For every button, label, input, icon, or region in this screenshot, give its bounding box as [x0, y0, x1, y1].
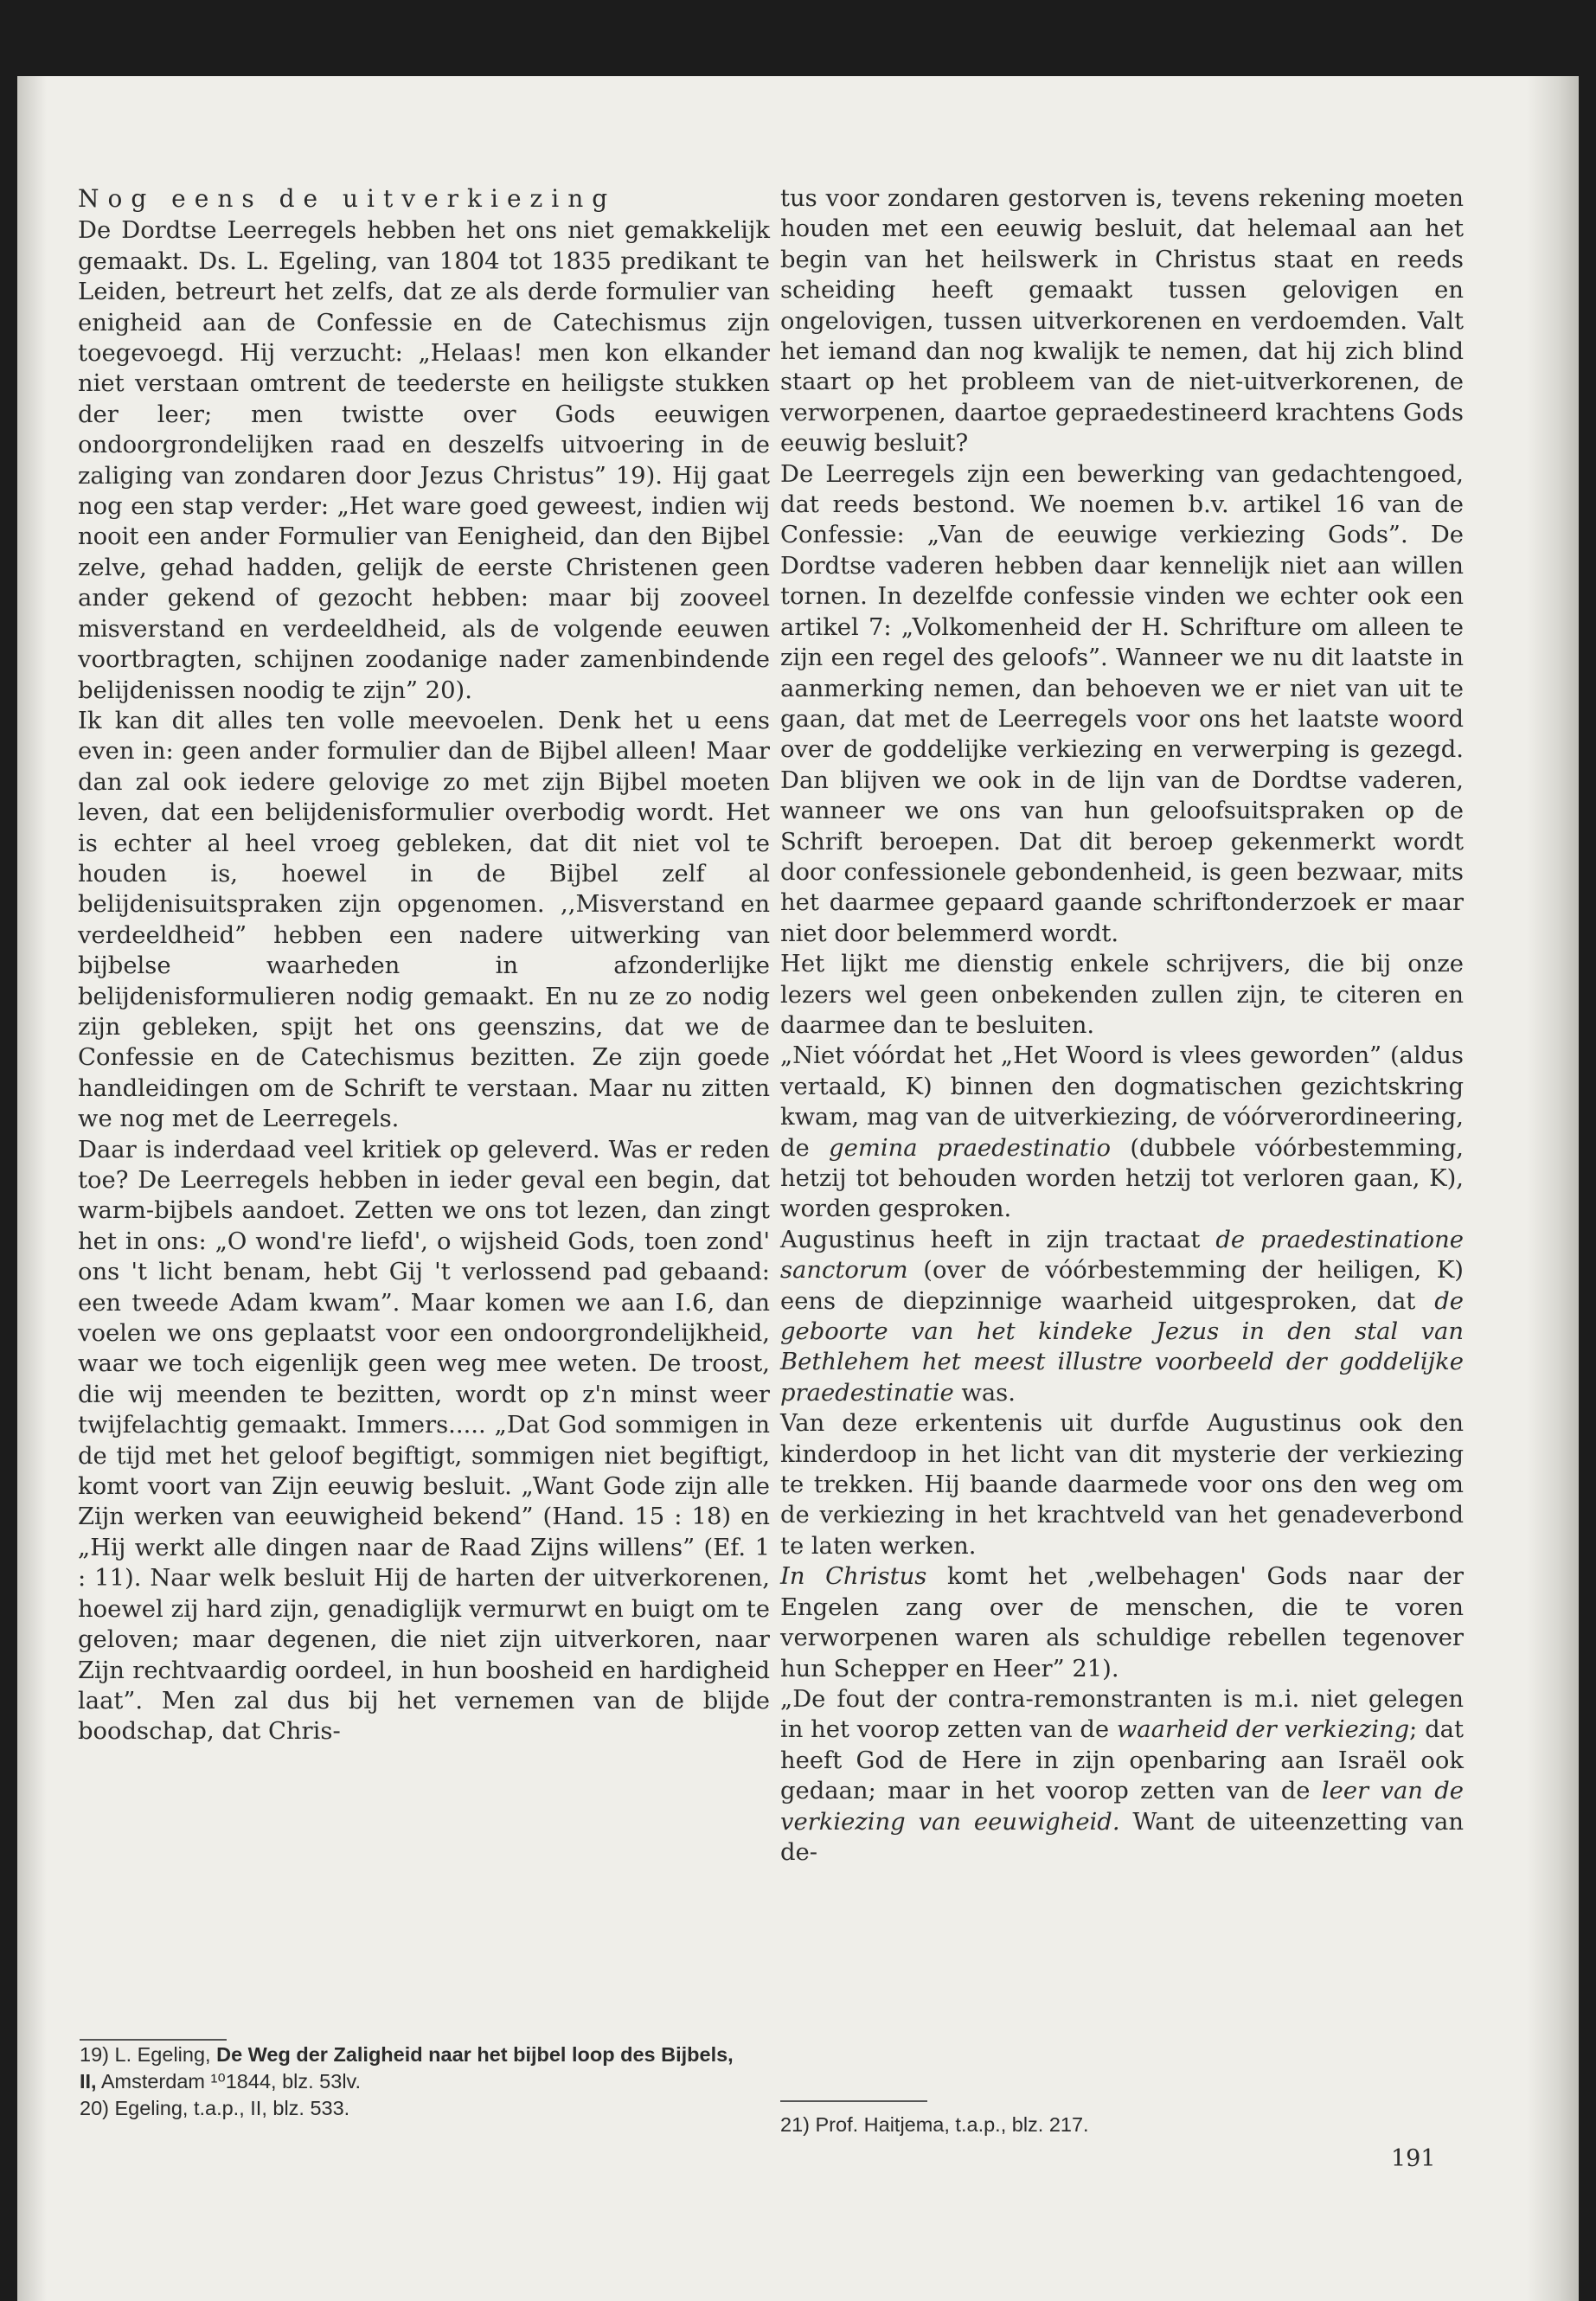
paragraph: De Leerregels zijn een bewerking van gedachtengoed, dat reeds bestond. We noemen b.v. artikel 16 van de Confessie: „Van de eeuwige verkiezing Gods”. De Dordtse vaderen hebben daar kennelijk niet aan willen tornen. In dezelfde confessie vinden we echter ook een artikel 7: „Volkomenheid der H. Schrifture om alleen te zijn een regel des geloofs”. Wanneer we nu dit laatste in aanmerking nemen, dan behoeven we er niet van uit te gaan, dat met de Leerregels voor ons het laatste woord over de goddelijke verkiezing en verwerping is gezegd. Dan blijven we ook in de lijn van de Dordtse vaderen, wanneer we ons van hun geloofsuitspraken op de Schrift beroepen. Dat dit beroep gekenmerkt wordt door confessionele gebondenheid, is geen bezwaar, mits het daarmee gepaard gaande schriftonderzoek er maar niet door belemmerd wordt. [780, 460, 1464, 947]
text-run: „Niet vóórdat het „Het Woord is vlees geworden” (aldus vertaald, K) binnen den dogmatischen gezichtskring kwam, mag van de uitverkiezing, de vóórverordineering, de [780, 1042, 1464, 1162]
italic-run: In Christus [780, 1563, 927, 1591]
footnotes-left [80, 2041, 737, 2122]
paragraph: Het lijkt me dienstig enkele schrijvers, die bij onze lezers wel geen onbekenden zullen zijn, te citeren en daarmee dan te besluiten. [780, 951, 1464, 1039]
italic-run: waarheid der verkiezing [1116, 1716, 1410, 1744]
italic-run: gemina praedestinatio [829, 1134, 1111, 1162]
text-run: (dubbele vóórbestemming, hetzij tot behouden worden hetzij tot verloren gaan, K), worden gesproken. [780, 1134, 1464, 1223]
text-run: Want de uiteenzetting van de- [780, 1808, 1464, 1866]
italic-run: leer van de verkiezing van eeuwigheid. [780, 1778, 1464, 1836]
footnote-20: 20) Egeling, t.a.p., II, blz. 533. [80, 2097, 350, 2119]
text-run: komt het ,welbehagen' Gods naar der Engelen zang over de menschen, die te voren verworpenen waren als schuldige rebellen tegenover hun Schepper en Heer” 21). [780, 1563, 1464, 1682]
footnote-21: 21) Prof. Haitjema, t.a.p., blz. 217. [780, 2113, 1089, 2136]
quote-paragraph [780, 1041, 1464, 1224]
text-run: was. [953, 1379, 1016, 1407]
footnote-rule [780, 2100, 927, 2102]
footnote-rest: Amsterdam ¹⁰1844, blz. 53lv. [100, 2070, 362, 2093]
text-run: ; dat heeft God de Here in zijn openbaring aan Israël ook gedaan; maar in het voorop zetten van de [780, 1716, 1464, 1805]
paragraph: Ik kan dit alles ten volle meevoelen. Denk het u eens even in: geen ander formulier dan de Bijbel alleen! Maar dan zal ook iedere gelovige zo met zijn Bijbel moeten leven, dat een belijdenisformulier overbodig wordt. Het is echter al heel vroeg gebleken, dat dit niet vol te houden is, hoewel in de Bijbel zelf al belijdenisuitspraken zijn opgenomen. ,,Misverstand en verdeeldheid” hebben een nadere uitwerking van bijbelse waarheden in afzonderlijke belijdenisformulieren nodig gemaakt. En nu ze zo nodig zijn gebleken, spijt het ons geenszins, dat we de Confessie en de Catechismus bezitten. Ze zijn goede handleidingen om de Schrift te verstaan. Maar nu zitten we nog met de Leerregels. [78, 707, 770, 1133]
paragraph: Daar is inderdaad veel kritiek op geleverd. Was er reden toe? De Leerregels hebben in ieder geval een begin, dat warm-bijbels aandoet. Zetten we ons tot lezen, dan zingt het in ons: „O wond're liefd', o wijsheid Gods, toen zond' ons 't licht benam, hebt Gij 't verlossend pad gebaand: een tweede Adam kwam”. Maar komen we aan I.6, dan voelen we ons geplaatst voor een ondoorgrondelijkheid, waar we toch eigenlijk geen weg mee weten. De troost, die wij meenden te bezitten, wordt op z'n minst weer twijfelachtig gemaakt. Immers..... „Dat God sommigen in de tijd met het geloof begiftigt, sommigen niet begiftigt, komt voort van Zijn eeuwig besluit. „Want Gode zijn alle Zijn werken van eeuwigheid bekend” (Hand. 15 : 18) en „Hij werkt alle dingen naar de Raad Zijns willens” (Ef. 1 : 11). Naar welk besluit Hij de harten der uitverkorenen, hoewel zij hard zijn, genadiglijk vermurwt en buigt om te geloven; maar degenen, die niet zijn uitverkoren, naar Zijn rechtvaardig oordeel, in hun boosheid en hardigheid laat”. Men zal dus bij het vernemen van de blijde boodschap, dat Chris- [78, 1136, 770, 1746]
right-column [780, 183, 1464, 1868]
page-edge-right [1527, 76, 1579, 2301]
footnote-rule [80, 2039, 227, 2041]
paragraph: De Dordtse Leerregels hebben het ons niet gemakkelijk gemaakt. Ds. L. Egeling, van 1804 tot 1835 predikant te Leiden, betreurt het zelfs, dat ze als derde formulier van enigheid aan de Confessie en de Catechismus zijn toegevoegd. Hij verzucht: „Helaas! men kon elkander niet verstaan omtrent de teederste en heiligste stukken der leer; men twistte over Gods eeuwigen ondoorgrondelijken raad en deszelfs uitvoering in de zaliging van zondaren door Jezus Christus” 19). Hij gaat nog een stap verder: „Het ware goed geweest, indien wij nooit een ander Formulier van Eenigheid, dan den Bijbel zelve, gehad hadden, gelijk de eerste Christenen geen ander gekend of gezocht hebben: maar bij zooveel misverstand en verdeeldheid, als de volgende eeuwen voortbragten, schijnen zoodanige nader zamenbindende belijdenissen noodig te zijn” 20). [78, 217, 770, 704]
quote-paragraph [780, 1225, 1464, 1408]
quote-paragraph [780, 1561, 1464, 1684]
text-run: (over de vóórbestemming der heiligen, K) eens de diepzinnige waarheid uitgesproken, dat [780, 1257, 1464, 1315]
text-run: „De fout der contra-remonstranten is m.i. niet gelegen in het voorop zetten van de [780, 1685, 1464, 1744]
footnote-author: L. Egeling, [114, 2043, 211, 2066]
italic-run: de praedestinatione sanctorum [780, 1226, 1464, 1285]
footnote-19 [80, 2041, 737, 2095]
page-number: 191 [1391, 2145, 1436, 2172]
paragraph: Van deze erkentenis uit durfde Augustinus ook den kinderdoop in het licht van dit mysterie der verkiezing te trekken. Hij baande daarmede voor ons den weg om de verkiezing in het krachtveld van het genadeverbond te laten werken. [780, 1410, 1464, 1560]
italic-run: de geboorte van het kindeke Jezus in den stal van Bethlehem het meest illustre voorbeeld der goddelijke praedestinatie [780, 1287, 1464, 1407]
text-run: Augustinus heeft in zijn tractaat [780, 1226, 1216, 1253]
quote-paragraph [780, 1684, 1464, 1868]
article-heading: Nog eens de uitverkiezing [78, 184, 617, 213]
left-column [78, 183, 770, 1747]
footnote-number: 19) [80, 2043, 109, 2066]
footnotes-right [780, 2112, 1438, 2138]
page-gutter-left [17, 76, 47, 2301]
paragraph: tus voor zondaren gestorven is, tevens rekening moeten houden met een eeuwig besluit, dat helemaal aan het begin van het heilswerk in Christus staat en reeds scheiding heeft gemaakt tussen gelovigen en ongelovigen, tussen uitverkorenen en verdoemden. Valt het iemand dan nog kwalijk te nemen, dat hij zich blind staart op het probleem van de niet-uitverkorenen, de verworpenen, daartoe gepraedestineerd krachtens Gods eeuwig besluit? [780, 185, 1464, 458]
footnote-title: De Weg der Zaligheid naar het bijbel loop des Bijbels, II, [80, 2043, 734, 2093]
